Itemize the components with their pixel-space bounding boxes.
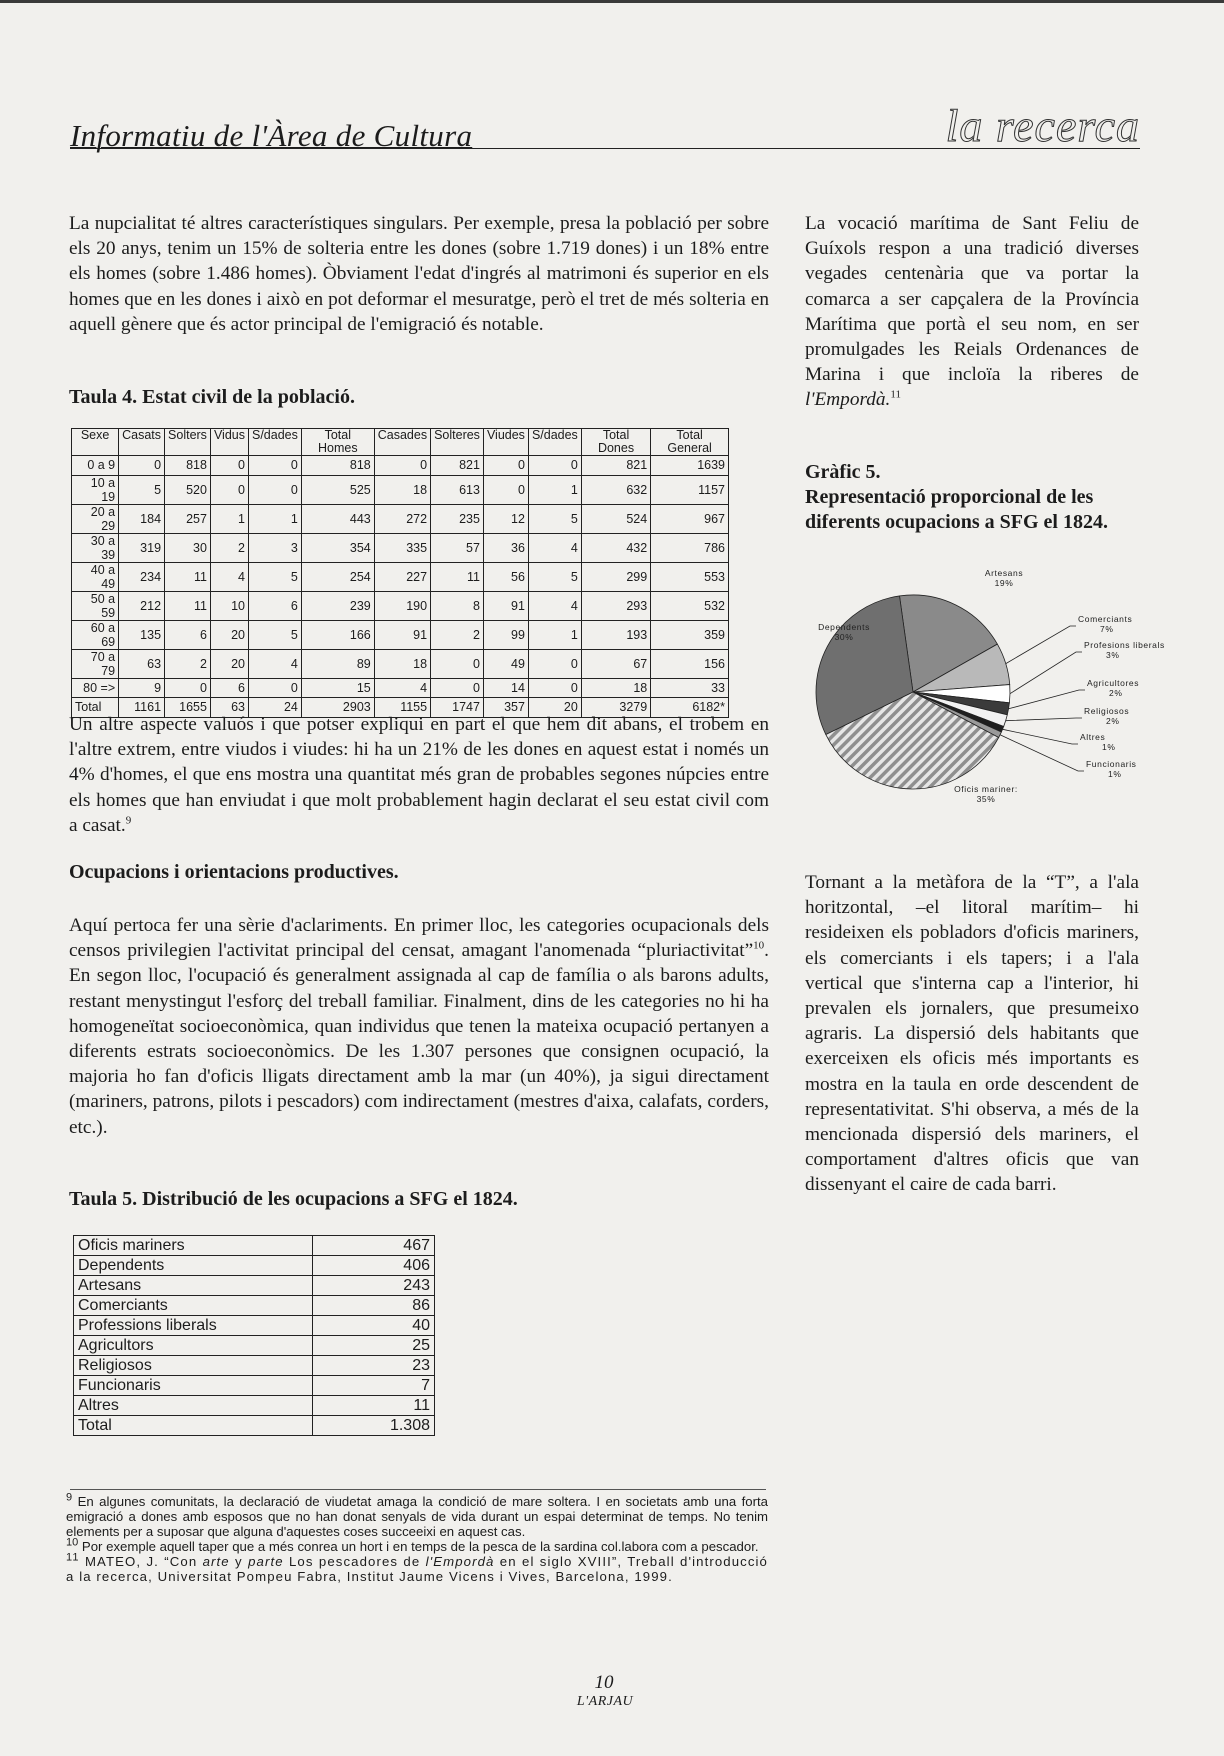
table-cell: 1155: [374, 698, 430, 718]
table-row: [74, 1396, 435, 1416]
paragraph-text: Un altre aspecte valuós i que potser expliqui en part el que hem dit abans, el trobem en l'altre extrem, entre viudos i viudes: hi ha un 21% de les dones en aquest estat i només un 4% d'homes, el que ens mostra una quantitat més gran de probables segones núpcies entre els homes que han enviudat i que molt probablement hagin declarat el seu estat civil com a casat.: [69, 714, 769, 836]
publication-logo: L'ARJAU: [576, 1694, 634, 1709]
table-row: [74, 1356, 435, 1376]
table-cell: 11: [165, 562, 211, 591]
table-cell: Total: [72, 698, 119, 718]
top-rule: [0, 0, 1224, 3]
table-cell: 18: [374, 649, 430, 678]
table-cell: 11: [431, 562, 484, 591]
column-header: S/dades: [528, 429, 581, 456]
table-row: [74, 1336, 435, 1356]
column-header: Solters: [165, 429, 211, 456]
table-cell: 4: [374, 678, 430, 698]
table-cell: 0: [528, 678, 581, 698]
table-cell: 0: [483, 456, 528, 476]
table-row: [72, 475, 729, 504]
paragraph-text: La vocació marítima de Sant Feliu de Guíxols respon a una tradició diverses vegades centenària que va portar la comarca a ser capçalera de la Província Marítima que portà el seu nom, en ser promulgades les Reials Ordenances de Marina i que incloïa la riberes de: [805, 213, 1139, 386]
table-cell: 4: [248, 649, 301, 678]
table-cell: 613: [431, 475, 484, 504]
table-cell: 5: [528, 562, 581, 591]
table-cell: 1157: [651, 475, 729, 504]
section-label: la recerca: [945, 100, 1140, 151]
table-cell: 40 a 49: [72, 562, 119, 591]
table-row: [72, 562, 729, 591]
table-cell: Funcionaris: [74, 1376, 313, 1396]
table-cell: 193: [581, 620, 650, 649]
table-cell: 0: [210, 456, 248, 476]
paragraph-text: . En segon lloc, l'ocupació és generalment assignada al cap de família o als barons adults, restant menystingut l'esforç del treball familiar. Finalment, dins de les categories no hi ha homogeneïtat socioeconòmica, quan individus que tenen la mateixa ocupació pertanyen a diferents estrats socioeconòmics. De les 1.307 persones que consignen ocupació, la majoria ho fan d'oficis lligats directament amb la mar (un 40%), ja sigui directament (mariners, patrons, pilots i pescadors) com indirectament (mestres d'aixa, calafats, corders, etc.).: [69, 940, 769, 1138]
table-cell: 11: [313, 1396, 435, 1416]
table-row: [72, 620, 729, 649]
footnote-italic: l'Empordà: [425, 1554, 495, 1569]
table-cell: 354: [301, 533, 374, 562]
intro-paragraph: La nupcialitat té altres característiques singulars. Per exemple, presa la població per sobre els 20 anys, tenim un 15% de solteria entre les dones (sobre 1.719 dones) i un 18% entre els homes (sobre 1.486 homes). Òbviament l'edat d'ingrés al matrimoni és superior en els homes que en les dones i això en pot deformar el mesuratge, però el tret de més solteria en aquell gènere que és actor principal de l'emigració és notable.: [69, 213, 769, 335]
table-row: [74, 1276, 435, 1296]
table-cell: Comerciants: [74, 1296, 313, 1316]
table-cell: 0: [528, 649, 581, 678]
table-cell: 243: [313, 1276, 435, 1296]
table-cell: 1: [528, 475, 581, 504]
page-header: [70, 100, 1140, 153]
slice-percent: 7%: [1100, 624, 1114, 634]
table-cell: 91: [483, 591, 528, 620]
table5-title: Taula 5. Distribució de les ocupacions a SFG el 1824.: [69, 1188, 518, 1210]
footnotes: [66, 1491, 768, 1584]
header-title: Informatiu de l'Àrea de Cultura: [70, 118, 473, 153]
table-cell: 818: [165, 456, 211, 476]
table-cell: Professions liberals: [74, 1316, 313, 1336]
column-header: Sexe: [72, 429, 119, 456]
table-row: [72, 533, 729, 562]
table-cell: 8: [431, 591, 484, 620]
table-cell: Religiosos: [74, 1356, 313, 1376]
table-cell: 1: [528, 620, 581, 649]
table-cell: 0: [248, 456, 301, 476]
table-cell: 525: [301, 475, 374, 504]
table-row: [72, 591, 729, 620]
table-cell: 467: [313, 1236, 435, 1256]
column-header: Total Dones: [581, 429, 650, 456]
chart-title: Representació proporcional de les diferents ocupacions a SFG el 1824.: [805, 486, 1108, 533]
table-cell: 50 a 59: [72, 591, 119, 620]
table-cell: 235: [431, 504, 484, 533]
table-cell: 89: [301, 649, 374, 678]
table-cell: 0: [248, 678, 301, 698]
table4-title: Taula 4. Estat civil de la població.: [69, 386, 355, 408]
slice-label: Funcionaris: [1086, 759, 1137, 769]
table-cell: 63: [210, 698, 248, 718]
table-cell: 4: [210, 562, 248, 591]
table-cell: 786: [651, 533, 729, 562]
leader-line: [1003, 729, 1078, 744]
table-cell: Dependents: [74, 1256, 313, 1276]
table-cell: 257: [165, 504, 211, 533]
table-cell: 0: [374, 456, 430, 476]
occupations-paragraph: [69, 913, 769, 1140]
table-cell: 335: [374, 533, 430, 562]
table-cell: 254: [301, 562, 374, 591]
slice-percent: 35%: [976, 794, 996, 804]
table-cell: 6: [210, 678, 248, 698]
table-cell: 99: [483, 620, 528, 649]
table-cell: Artesans: [74, 1276, 313, 1296]
footnote-italic: parte: [248, 1554, 284, 1569]
table-cell: 5: [119, 475, 165, 504]
table-cell: 553: [651, 562, 729, 591]
table-cell: 57: [431, 533, 484, 562]
table-cell: 0: [431, 649, 484, 678]
table-cell: 3279: [581, 698, 650, 718]
table-row: [74, 1316, 435, 1336]
slice-percent: 1%: [1102, 742, 1116, 752]
table-cell: 0: [210, 475, 248, 504]
table-row: [72, 678, 729, 698]
table-cell: 5: [528, 504, 581, 533]
slice-label: Profesions liberals: [1084, 640, 1165, 650]
column-header: Vidus: [210, 429, 248, 456]
slice-label: Altres: [1080, 732, 1106, 742]
page-number: 10: [594, 1672, 614, 1693]
table-cell: 135: [119, 620, 165, 649]
table-cell: 36: [483, 533, 528, 562]
column-header: Casades: [374, 429, 430, 456]
table-cell: 33: [651, 678, 729, 698]
leader-line: [1010, 652, 1082, 694]
slice-percent: 19%: [994, 578, 1014, 588]
table-row: [74, 1256, 435, 1276]
slice-label: Agricultores: [1087, 678, 1140, 688]
table-row: [74, 1416, 435, 1436]
place-name: l'Empordà.: [805, 389, 891, 411]
table-cell: 7: [313, 1376, 435, 1396]
table-cell: 5: [248, 562, 301, 591]
table-cell: 432: [581, 533, 650, 562]
footnote-text: En algunes comunitats, la declaració de viudetat amaga la condició de mare soltera. I en societats amb una forta emigració a dones amb esposos que no han donat senyals de vida durant un espai determinat de temps. No tenim elements per a suposar que alguna d'aquestes coses succeeixi en aquest cas.: [66, 1494, 768, 1539]
table-cell: 5: [248, 620, 301, 649]
table-cell: 1161: [119, 698, 165, 718]
table-cell: 299: [581, 562, 650, 591]
footnote-ref: 11: [890, 389, 901, 401]
table-cell: 2: [165, 649, 211, 678]
table-cell: 14: [483, 678, 528, 698]
table-cell: 18: [374, 475, 430, 504]
table-cell: 524: [581, 504, 650, 533]
slice-label: Dependents: [818, 622, 870, 632]
table-cell: 3: [248, 533, 301, 562]
column-header: Viudes: [483, 429, 528, 456]
table-cell: 0: [483, 475, 528, 504]
civil-status-table: [71, 428, 729, 718]
leader-line: [1009, 690, 1086, 709]
slice-percent: 2%: [1106, 716, 1120, 726]
table-cell: 406: [313, 1256, 435, 1276]
footnote-text: MATEO, J. “Con: [84, 1554, 203, 1569]
table-cell: 227: [374, 562, 430, 591]
table-row: [74, 1376, 435, 1396]
footnote-mark: 9: [66, 1491, 73, 1504]
table-cell: 0: [248, 475, 301, 504]
table-cell: 319: [119, 533, 165, 562]
table-cell: 1.308: [313, 1416, 435, 1436]
leader-line: [1006, 718, 1082, 721]
table-cell: 293: [581, 591, 650, 620]
table-cell: 80 =>: [72, 678, 119, 698]
table-cell: 1: [248, 504, 301, 533]
table-cell: 30 a 39: [72, 533, 119, 562]
column-header: S/dades: [248, 429, 301, 456]
footnote-text: y: [229, 1554, 249, 1569]
table-cell: 1655: [165, 698, 211, 718]
table-cell: 967: [651, 504, 729, 533]
column-header: Casats: [119, 429, 165, 456]
slice-percent: 30%: [834, 632, 854, 642]
table-cell: 10: [210, 591, 248, 620]
occupations-table: [73, 1235, 435, 1436]
table-cell: Oficis mariners: [74, 1236, 313, 1256]
table-cell: 18: [581, 678, 650, 698]
table-cell: 67: [581, 649, 650, 678]
table-row: [74, 1236, 435, 1256]
table-cell: 30: [165, 533, 211, 562]
slice-percent: 2%: [1109, 688, 1123, 698]
table-cell: 49: [483, 649, 528, 678]
table-cell: 239: [301, 591, 374, 620]
table-cell: 11: [165, 591, 211, 620]
footnote-mark: 11: [66, 1551, 80, 1564]
table-cell: 24: [248, 698, 301, 718]
table-cell: 1747: [431, 698, 484, 718]
slice-label: Artesans: [984, 568, 1024, 578]
chart-heading: [805, 460, 1139, 535]
table-cell: 91: [374, 620, 430, 649]
table-cell: 86: [313, 1296, 435, 1316]
table-cell: 0: [119, 456, 165, 476]
table-cell: 6: [248, 591, 301, 620]
footnote-11: [66, 1551, 768, 1584]
slice-label: Religiosos: [1084, 706, 1130, 716]
table-row: [72, 649, 729, 678]
table-row: [72, 504, 729, 533]
table-cell: 6182*: [651, 698, 729, 718]
table-cell: 4: [528, 591, 581, 620]
footnote-10: [66, 1536, 768, 1554]
footnote-text: en el siglo XVIII”, Treball d'introducció a la recerca, Universitat Pompeu Fabra, Institut Jaume Vicens i Vives, Barcelona, 1999.: [66, 1554, 768, 1584]
table-cell: 212: [119, 591, 165, 620]
slice-label: Comerciants: [1078, 614, 1133, 624]
table-cell: 10 a 19: [72, 475, 119, 504]
chart-number: Gràfic 5.: [805, 461, 881, 483]
table-cell: 2: [431, 620, 484, 649]
table-cell: 56: [483, 562, 528, 591]
table-cell: 359: [651, 620, 729, 649]
occupations-pie-chart: [816, 562, 1165, 812]
table-cell: 520: [165, 475, 211, 504]
footnote-ref: 9: [125, 814, 132, 827]
table-cell: 0: [165, 678, 211, 698]
table-cell: Total: [74, 1416, 313, 1436]
table-cell: 1: [210, 504, 248, 533]
table-row: [74, 1296, 435, 1316]
table-cell: 40: [313, 1316, 435, 1336]
slice-percent: 1%: [1108, 769, 1122, 779]
footnote-mark: 10: [66, 1536, 79, 1549]
slice-percent: 3%: [1106, 650, 1120, 660]
table-cell: 821: [581, 456, 650, 476]
column-header: Total General: [651, 429, 729, 456]
table-cell: 357: [483, 698, 528, 718]
table-cell: 0: [431, 678, 484, 698]
table-cell: 1639: [651, 456, 729, 476]
table-cell: 9: [119, 678, 165, 698]
table-cell: Agricultors: [74, 1336, 313, 1356]
leader-line: [1006, 626, 1076, 664]
table-cell: 20: [210, 649, 248, 678]
table-cell: Altres: [74, 1396, 313, 1416]
table-cell: 25: [313, 1336, 435, 1356]
table-cell: 272: [374, 504, 430, 533]
table-cell: 63: [119, 649, 165, 678]
table-cell: 20: [528, 698, 581, 718]
footnote-ref: 10: [753, 939, 765, 952]
slice-label: Oficis mariner:: [954, 784, 1018, 794]
maritime-paragraph: [805, 211, 1139, 413]
table-cell: 4: [528, 533, 581, 562]
table-cell: 190: [374, 591, 430, 620]
section-heading: Ocupacions i orientacions productives.: [69, 861, 399, 883]
footnote-text: Por exemple aquell taper que a més conrea un hort i en temps de la pesca de la sardina col.labora com a pescador.: [81, 1539, 759, 1554]
table-cell: 821: [431, 456, 484, 476]
footnote-italic: arte: [202, 1554, 230, 1569]
table-cell: 234: [119, 562, 165, 591]
leader-line: [1000, 735, 1084, 771]
table-header-row: [72, 429, 729, 456]
table-cell: 0: [528, 456, 581, 476]
table-cell: 20 a 29: [72, 504, 119, 533]
table-cell: 70 a 79: [72, 649, 119, 678]
footnote-9: [66, 1491, 768, 1539]
table-cell: 12: [483, 504, 528, 533]
table-cell: 23: [313, 1356, 435, 1376]
table-cell: 184: [119, 504, 165, 533]
table-cell: 2: [210, 533, 248, 562]
paragraph-text: Aquí pertoca fer una sèrie d'aclariments. En primer lloc, les categories ocupacionals dels censos privilegien l'activitat principal del censat, amagant l'anomenada “pluriactivitat”: [69, 915, 769, 962]
t-metaphor-paragraph: Tornant a la metàfora de la “T”, a l'ala horitzontal, –el litoral marítim– hi resideixen els pobladors d'oficis mariners, els comerciants i els tapers; i a l'ala vertical que s'interna cap a l'interior, hi prevalen els jornalers, que presumeixo agraris. La dispersió dels habitants que exerceixen els oficis més importants es mostra en la taula en orde descendent de representativitat. S'hi observa, a més de la mencionada dispersió dels mariners, el comportament d'altres oficis que van dissenyant el caire de cada barri.: [805, 872, 1139, 1196]
table-cell: 60 a 69: [72, 620, 119, 649]
column-header: Total Homes: [301, 429, 374, 456]
table-cell: 443: [301, 504, 374, 533]
footnote-text: Los pescadores de: [283, 1554, 426, 1569]
table-cell: 156: [651, 649, 729, 678]
table-cell: 15: [301, 678, 374, 698]
table-cell: 166: [301, 620, 374, 649]
table-cell: 532: [651, 591, 729, 620]
widowhood-paragraph: [69, 712, 769, 838]
column-header: Solteres: [431, 429, 484, 456]
footnote-rule: [70, 1489, 766, 1490]
table-row: [72, 456, 729, 476]
table-cell: 6: [165, 620, 211, 649]
table-cell: 632: [581, 475, 650, 504]
table-cell: 2903: [301, 698, 374, 718]
table-cell: 818: [301, 456, 374, 476]
table-cell: 0 a 9: [72, 456, 119, 476]
table-cell: 20: [210, 620, 248, 649]
